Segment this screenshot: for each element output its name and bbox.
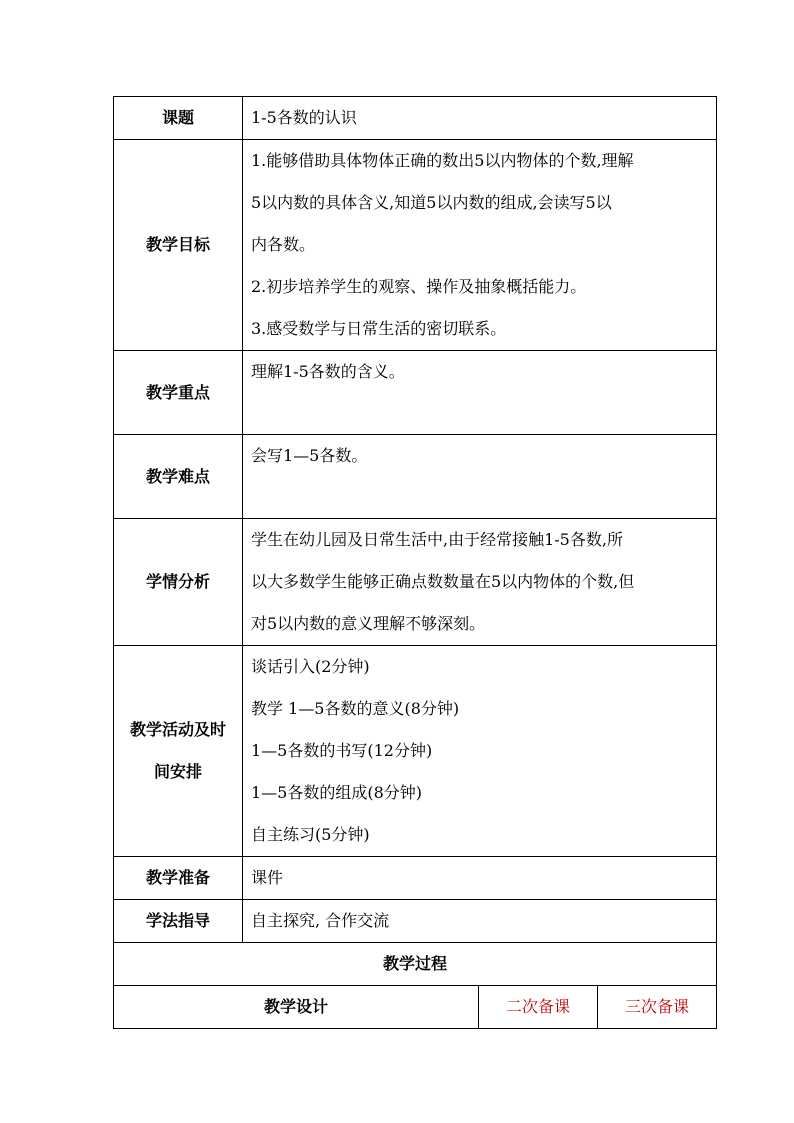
goals-line: 1.能够借助具体物体正确的数出5以内物体的个数,理解 — [251, 151, 634, 170]
row-analysis — [114, 519, 717, 646]
second-prep-header: 二次备课 — [479, 986, 598, 1029]
goals-line: 5以内数的具体含义,知道5以内数的组成,会读写5以 — [251, 193, 612, 212]
analysis-line: 学生在幼儿园及日常生活中,由于经常接触1-5各数,所 — [251, 530, 623, 549]
row-activities — [114, 646, 717, 857]
process-title: 教学过程 — [114, 943, 717, 986]
activity-item: 1—5各数的组成(8分钟) — [251, 783, 423, 802]
row-goals — [114, 140, 717, 351]
difficulties-label: 教学难点 — [114, 435, 243, 519]
activities-value — [243, 646, 717, 857]
row-process-title — [114, 943, 717, 986]
third-prep-header: 三次备课 — [598, 986, 717, 1029]
row-difficulties — [114, 435, 717, 519]
goals-line: 3.感受数学与日常生活的密切联系。 — [251, 319, 507, 338]
row-topic — [114, 97, 717, 140]
analysis-label: 学情分析 — [114, 519, 243, 646]
goals-label: 教学目标 — [114, 140, 243, 351]
activity-item: 自主练习(5分钟) — [251, 825, 370, 844]
goals-line: 2.初步培养学生的观察、操作及抽象概括能力。 — [251, 277, 587, 296]
activities-label — [114, 646, 243, 857]
activity-item: 谈话引入(2分钟) — [251, 657, 370, 676]
row-process-columns — [114, 986, 717, 1029]
activities-label-line: 间安排 — [153, 762, 202, 781]
topic-value: 1-5各数的认识 — [243, 97, 717, 140]
difficulties-value: 会写1—5各数。 — [243, 435, 717, 519]
activities-label-line: 教学活动及时 — [129, 720, 226, 739]
method-label: 学法指导 — [114, 900, 243, 943]
preparation-label: 教学准备 — [114, 857, 243, 900]
row-key-points — [114, 351, 717, 435]
row-preparation — [114, 857, 717, 900]
preparation-value: 课件 — [243, 857, 717, 900]
key-points-label: 教学重点 — [114, 351, 243, 435]
analysis-line: 以大多数学生能够正确点数数量在5以内物体的个数,但 — [251, 572, 635, 591]
key-points-value: 理解1-5各数的含义。 — [243, 351, 717, 435]
topic-label: 课题 — [114, 97, 243, 140]
analysis-line: 对5以内数的意义理解不够深刻。 — [251, 614, 486, 633]
goals-value — [243, 140, 717, 351]
goals-line: 内各数。 — [251, 235, 316, 254]
analysis-value — [243, 519, 717, 646]
method-value: 自主探究, 合作交流 — [243, 900, 717, 943]
activity-item: 1—5各数的书写(12分钟) — [251, 741, 433, 760]
row-method — [114, 900, 717, 943]
teaching-design-header: 教学设计 — [114, 986, 479, 1029]
lesson-plan-table — [113, 96, 717, 1029]
activity-item: 教学 1—5各数的意义(8分钟) — [251, 699, 460, 718]
